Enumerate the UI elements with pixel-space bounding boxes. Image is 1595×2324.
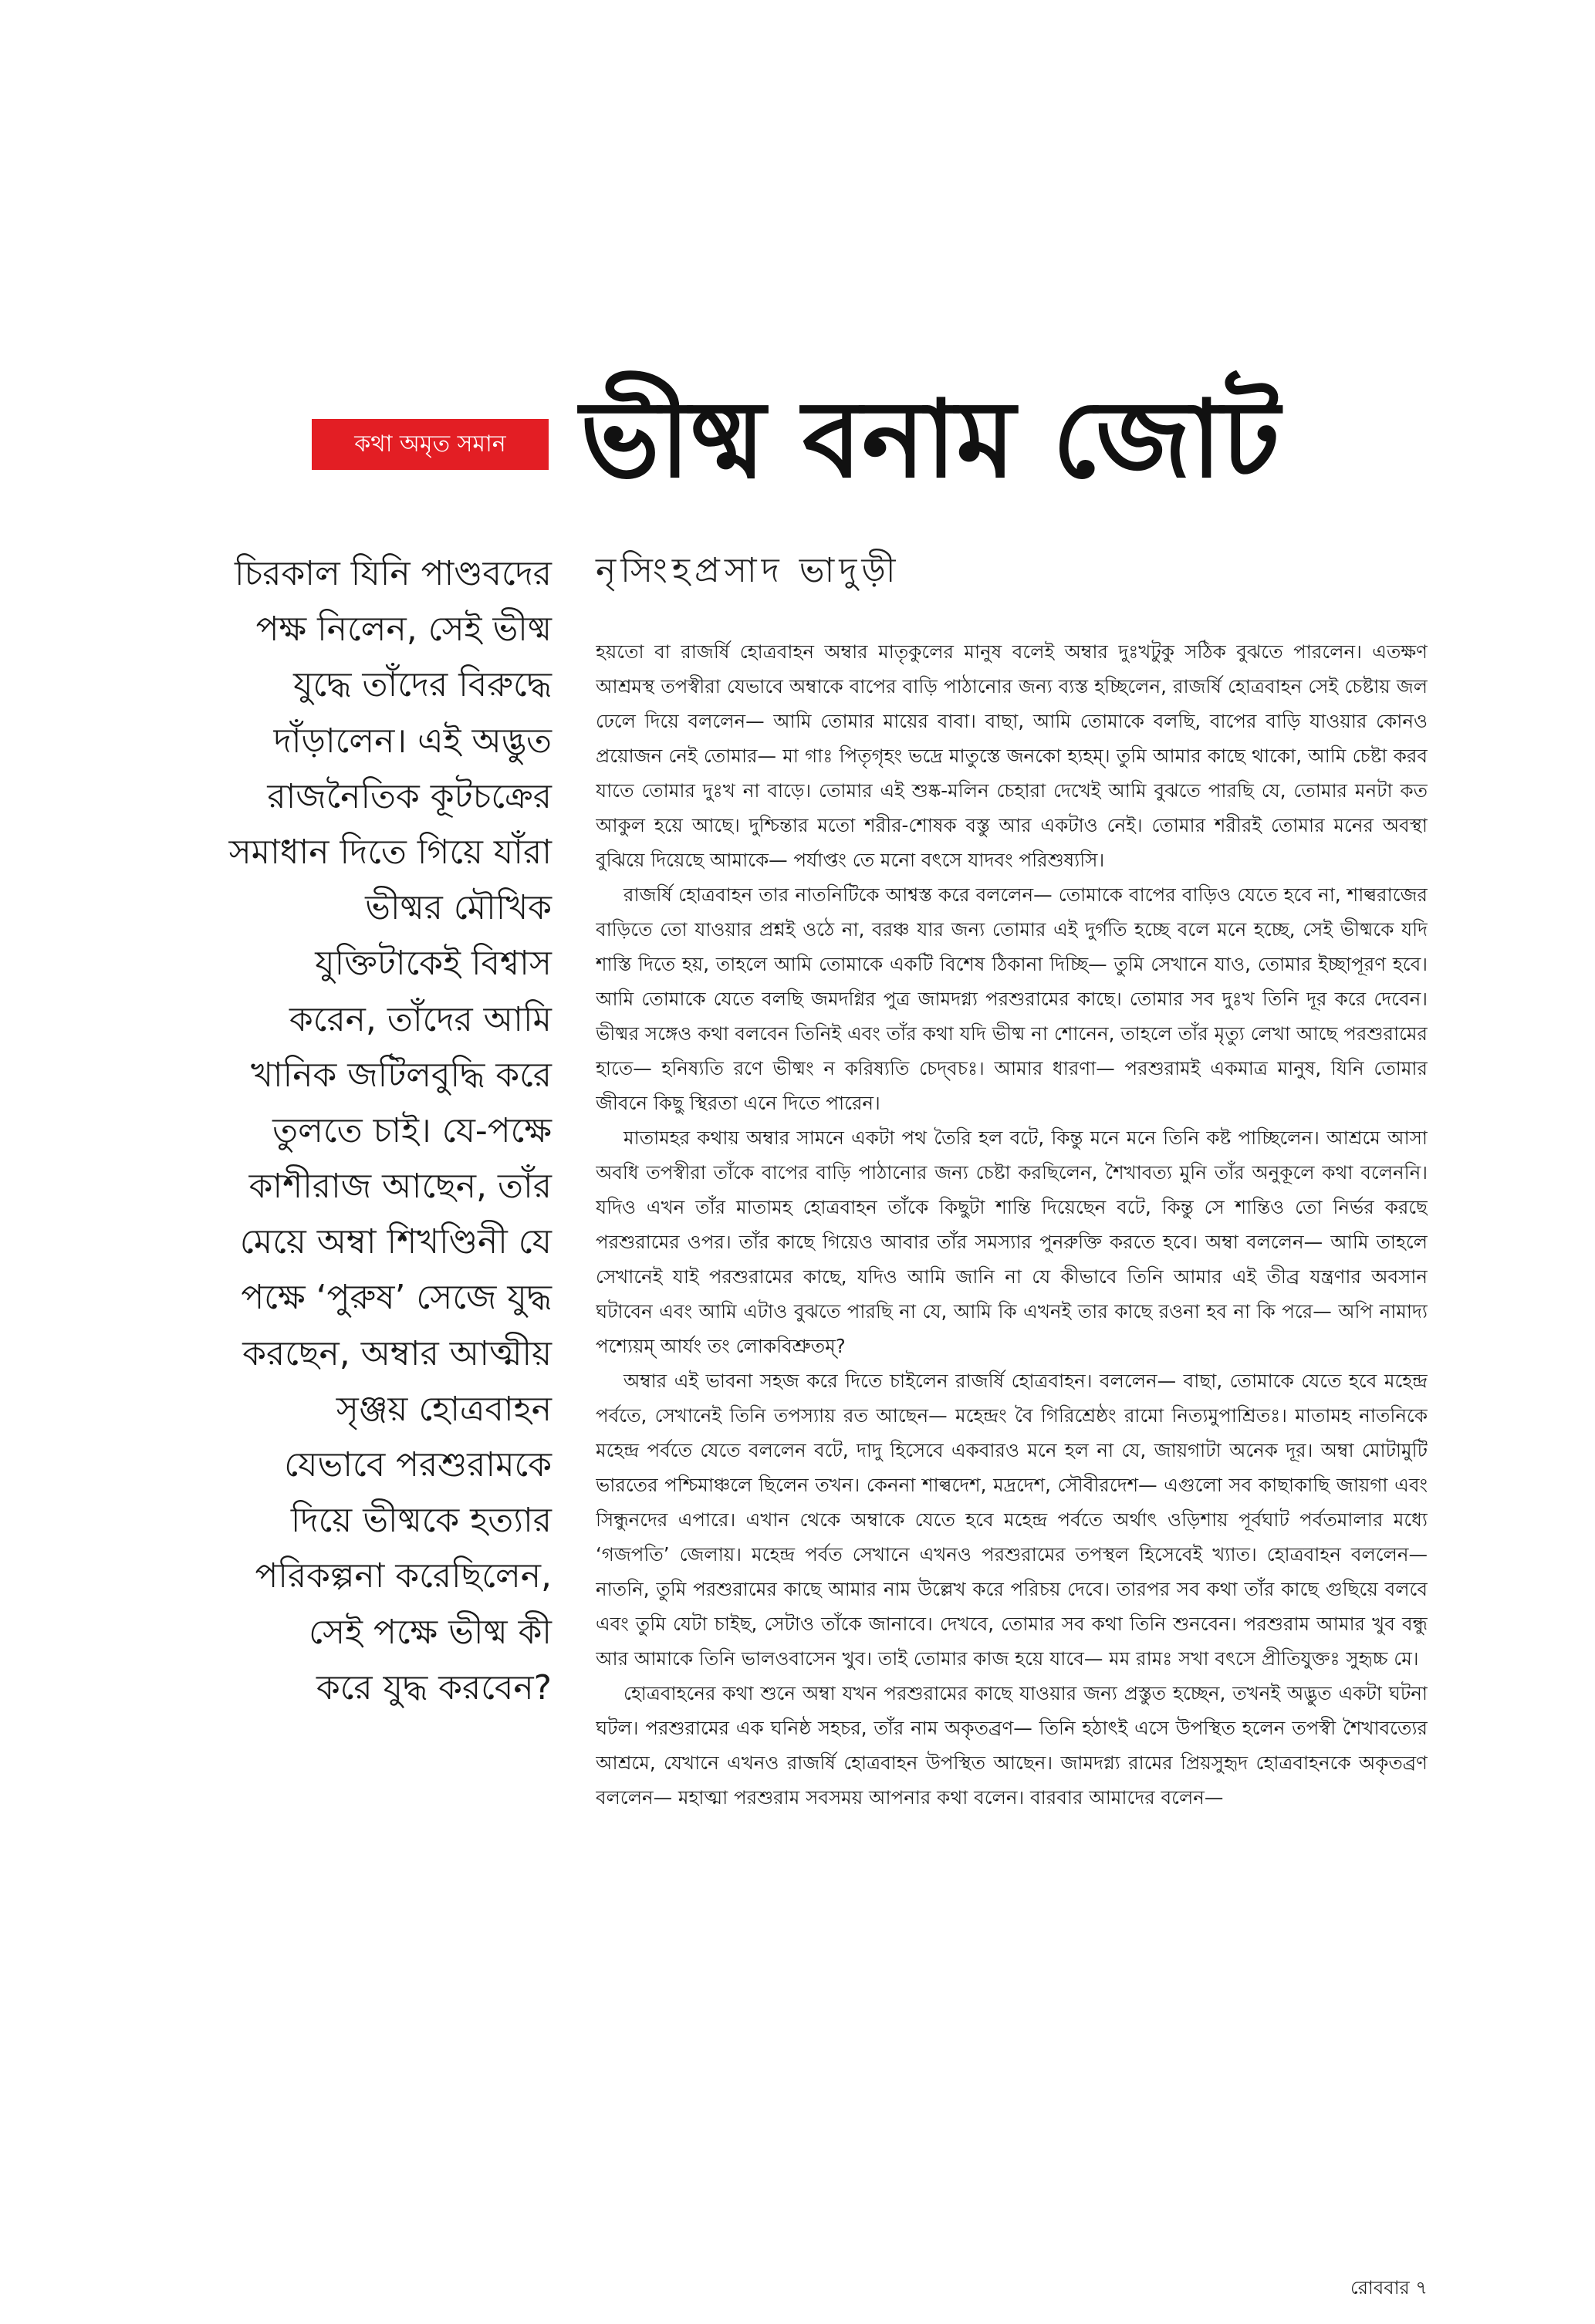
section-tag: কথা অমৃত সমান bbox=[312, 419, 549, 470]
pull-quote-line: পক্ষে ‘পুরুষ’ সেজে যুদ্ধ bbox=[241, 1278, 552, 1318]
author-byline: নৃসিংহপ্রসাদ ভাদুড়ী bbox=[596, 551, 901, 590]
pull-quote-line: করছেন, অম্বার আত্মীয় bbox=[242, 1333, 552, 1373]
pull-quote-line: তুলতে চাই। যে-পক্ষে bbox=[272, 1110, 552, 1150]
pull-quote-line: চিরকাল যিনি পাণ্ডবদের bbox=[234, 554, 552, 593]
pull-quote-line: যেভাবে পরশুরামকে bbox=[284, 1445, 552, 1485]
pull-quote-line: সৃঞ্জয় হোত্রবাহন bbox=[336, 1389, 552, 1429]
pull-quote-line: করেন, তাঁদের আমি bbox=[289, 999, 552, 1039]
article-paragraph: অম্বার এই ভাবনা সহজ করে দিতে চাইলেন রাজর্ষি হোত্রবাহন। বললেন— বাছা, তোমাকে যেতে হবে মহেন্দ্র পর্বতে, সেখানেই তিনি তপস্যায় রত আছেন— মহেন্দ্রং বৈ গিরিশ্রেষ্ঠং রামো নিত্যমুপাশ্রিতঃ। মাতামহ নাতনিকে মহেন্দ্র পর্বতে যেতে বললেন বটে, দাদু হিসেবে একবারও মনে হল না যে, জায়গাটা অনেক দূর। অম্বা মোটামুটি ভারতের পশ্চিমাঞ্চলে ছিলেন তখন। কেননা শাল্বদেশ, মদ্রদেশ, সৌবীরদেশ— এগুলো সব কাছাকাছি জায়গা এবং সিন্ধুনদের এপারে। এখান থেকে অম্বাকে যেতে হবে মহেন্দ্র পর্বতে অর্থাৎ ওড়িশায় পূর্বঘাট পর্বতমালার মধ্যে ‘গজপতি’ জেলায়। মহেন্দ্র পর্বত সেখানে এখনও পরশুরামের তপস্থল হিসেবেই খ্যাত। হোত্রবাহন বললেন— নাতনি, তুমি পরশুরামের কাছে আমার নাম উল্লেখ করে পরিচয় দেবে। তারপর সব কথা তাঁর কাছে গুছিয়ে বলবে এবং তুমি যেটা চাইছ, সেটাও তাঁকে জানাবে। দেখবে, তোমার সব কথা তিনি শুনবেন। পরশুরাম আমার খুব বন্ধু আর আমাকে তিনি ভালওবাসেন খুব। তাই তোমার কাজ হয়ে যাবে— মম রামঃ সখা বৎসে প্রীতিযুক্তঃ সুহৃচ্চ মে। bbox=[596, 1370, 1428, 1670]
article-paragraph: হয়তো বা রাজর্ষি হোত্রবাহন অম্বার মাতৃকুলের মানুষ বলেই অম্বার দুঃখটুকু সঠিক বুঝতে পারলেন। এতক্ষণ আশ্রমস্থ তপস্বীরা যেভাবে অম্বাকে বাপের বাড়ি পাঠানোর জন্য ব্যস্ত হচ্ছিলেন, রাজর্ষি হোত্রবাহন সেই চেষ্টায় জল ঢেলে দিয়ে বললেন— আমি তোমার মায়ের বাবা। বাছা, আমি তোমাকে বলছি, বাপের বাড়ি যাওয়ার কোনও প্রয়োজন নেই তোমার— মা গাঃ পিতৃগৃহং ভদ্রে মাতুস্তে জনকো হ্যহম্। তুমি আমার কাছে থাকো, আমি চেষ্টা করব যাতে তোমার দুঃখ না বাড়ে। তোমার এই শুষ্ক-মলিন চেহারা দেখেই আমি বুঝতে পারছি যে, তোমার মনটা কত আকুল হয়ে আছে। দুশ্চিন্তার মতো শরীর-শোষক বস্তু আর একটাও নেই। তোমার শরীরই তোমার মনের অবস্থা বুঝিয়ে দিয়েছে আমাকে— পর্যাপ্তং তে মনো বৎসে যাদবং পরিশুষ্যসি। bbox=[596, 640, 1428, 871]
pull-quote-line: সেই পক্ষে ভীষ্ম কী bbox=[309, 1612, 552, 1652]
pull-quote-line: যুক্তিটাকেই বিশ্বাস bbox=[315, 944, 552, 984]
pull-quote-line: পরিকল্পনা করেছিলেন, bbox=[255, 1556, 552, 1596]
page-footer: রোববার ৭ bbox=[1350, 2277, 1428, 2299]
pull-quote-line: দিয়ে ভীষ্মকে হত্যার bbox=[290, 1501, 552, 1541]
pull-quote-line: সমাধান দিতে গিয়ে যাঁরা bbox=[228, 832, 552, 872]
pull-quote-line: দাঁড়ালেন। এই অদ্ভুত bbox=[273, 721, 552, 761]
pull-quote bbox=[150, 546, 552, 1716]
article-body bbox=[596, 634, 1428, 2170]
article-title: ভীষ্ম বনাম জোট bbox=[580, 377, 1280, 502]
pull-quote-line: ভীষ্মর মৌখিক bbox=[365, 888, 552, 928]
article-paragraph: হোত্রবাহনের কথা শুনে অম্বা যখন পরশুরামের কাছে যাওয়ার জন্য প্রস্তুত হচ্ছেন, তখনই অদ্ভুত একটা ঘটনা ঘটল। পরশুরামের এক ঘনিষ্ঠ সহচর, তাঁর নাম অকৃতব্রণ— তিনি হঠাৎই এসে উপস্থিত হলেন তপস্বী শৈখাবত্যের আশ্রমে, যেখানে এখনও রাজর্ষি হোত্রবাহন উপস্থিত আছেন। জামদগ্ন্য রামের প্রিয়সুহৃদ হোত্রবাহনকে অকৃতব্রণ বললেন— মহাত্মা পরশুরাম সবসময় আপনার কথা বলেন। বারবার আমাদের বলেন— bbox=[596, 1682, 1428, 1809]
pull-quote-line: খানিক জটিলবুদ্ধি করে bbox=[251, 1055, 552, 1095]
pull-quote-line: পক্ষ নিলেন, সেই ভীষ্ম bbox=[255, 610, 552, 650]
pull-quote-line: যুদ্ধে তাঁদের বিরুদ্ধে bbox=[293, 665, 552, 705]
article-paragraph: মাতামহর কথায় অম্বার সামনে একটা পথ তৈরি হল বটে, কিন্তু মনে মনে তিনি কষ্ট পাচ্ছিলেন। আশ্রমে আসা অবধি তপস্বীরা তাঁকে বাপের বাড়ি পাঠানোর জন্য চেষ্টা করছিলেন, শৈখাবত্য মুনি তাঁর অনুকূলে কথা বলেননি। যদিও এখন তাঁর মাতামহ হোত্রবাহন তাঁকে কিছুটা শান্তি দিয়েছেন বটে, কিন্তু সে শান্তিও তো নির্ভর করছে পরশুরামের ওপর। তাঁর কাছে গিয়েও আবার তাঁর সমস্যার পুনরুক্তি করতে হবে। অম্বা বললেন— আমি তাহলে সেখানেই যাই পরশুরামের কাছে, যদিও আমি জানি না যে কীভাবে তিনি আমার এই তীব্র যন্ত্রণার অবসান ঘটাবেন এবং আমি এটাও বুঝতে পারছি না যে, আমি কি এখনই তার কাছে রওনা হব না কি পরে— অপি নামাদ্য পশ্যেয়ম্ আর্যং তং লোকবিশ্রুতম্? bbox=[596, 1127, 1428, 1357]
pull-quote-line: রাজনৈতিক কূটচক্রের bbox=[267, 776, 552, 816]
article-paragraph: রাজর্ষি হোত্রবাহন তার নাতনিটিকে আশ্বস্ত করে বললেন— তোমাকে বাপের বাড়িও যেতে হবে না, শাল্বরাজের বাড়িতে তো যাওয়ার প্রশ্নই ওঠে না, বরঞ্চ যার জন্য তোমার এই দুর্গতি হচ্ছে বলে মনে হচ্ছে, সেই ভীষ্মকে যদি শাস্তি দিতে হয়, তাহলে আমি তোমাকে একটি বিশেষ ঠিকানা দিচ্ছি— তুমি সেখানে যাও, তোমার ইচ্ছাপূরণ হবে। আমি তোমাকে যেতে বলছি জমদগ্নির পুত্র জামদগ্ন্য পরশুরামের কাছে। তোমার সব দুঃখ তিনি দূর করে দেবেন। ভীষ্মর সঙ্গেও কথা বলবেন তিনিই এবং তাঁর কথা যদি ভীষ্ম না শোনেন, তাহলে তাঁর মৃত্যু লেখা আছে পরশুরামের হাতে— হনিষ্যতি রণে ভীষ্মং ন করিষ্যতি চেদ্‌বচঃ। আমার ধারণা— পরশুরামই একমাত্র মানুষ, যিনি তোমার জীবনে কিছু স্থিরতা এনে দিতে পারেন। bbox=[596, 883, 1428, 1114]
pull-quote-line: করে যুদ্ধ করবেন? bbox=[316, 1667, 552, 1708]
pull-quote-line: মেয়ে অম্বা শিখণ্ডিনী যে bbox=[239, 1222, 552, 1262]
pull-quote-line: কাশীরাজ আছেন, তাঁর bbox=[248, 1167, 552, 1207]
